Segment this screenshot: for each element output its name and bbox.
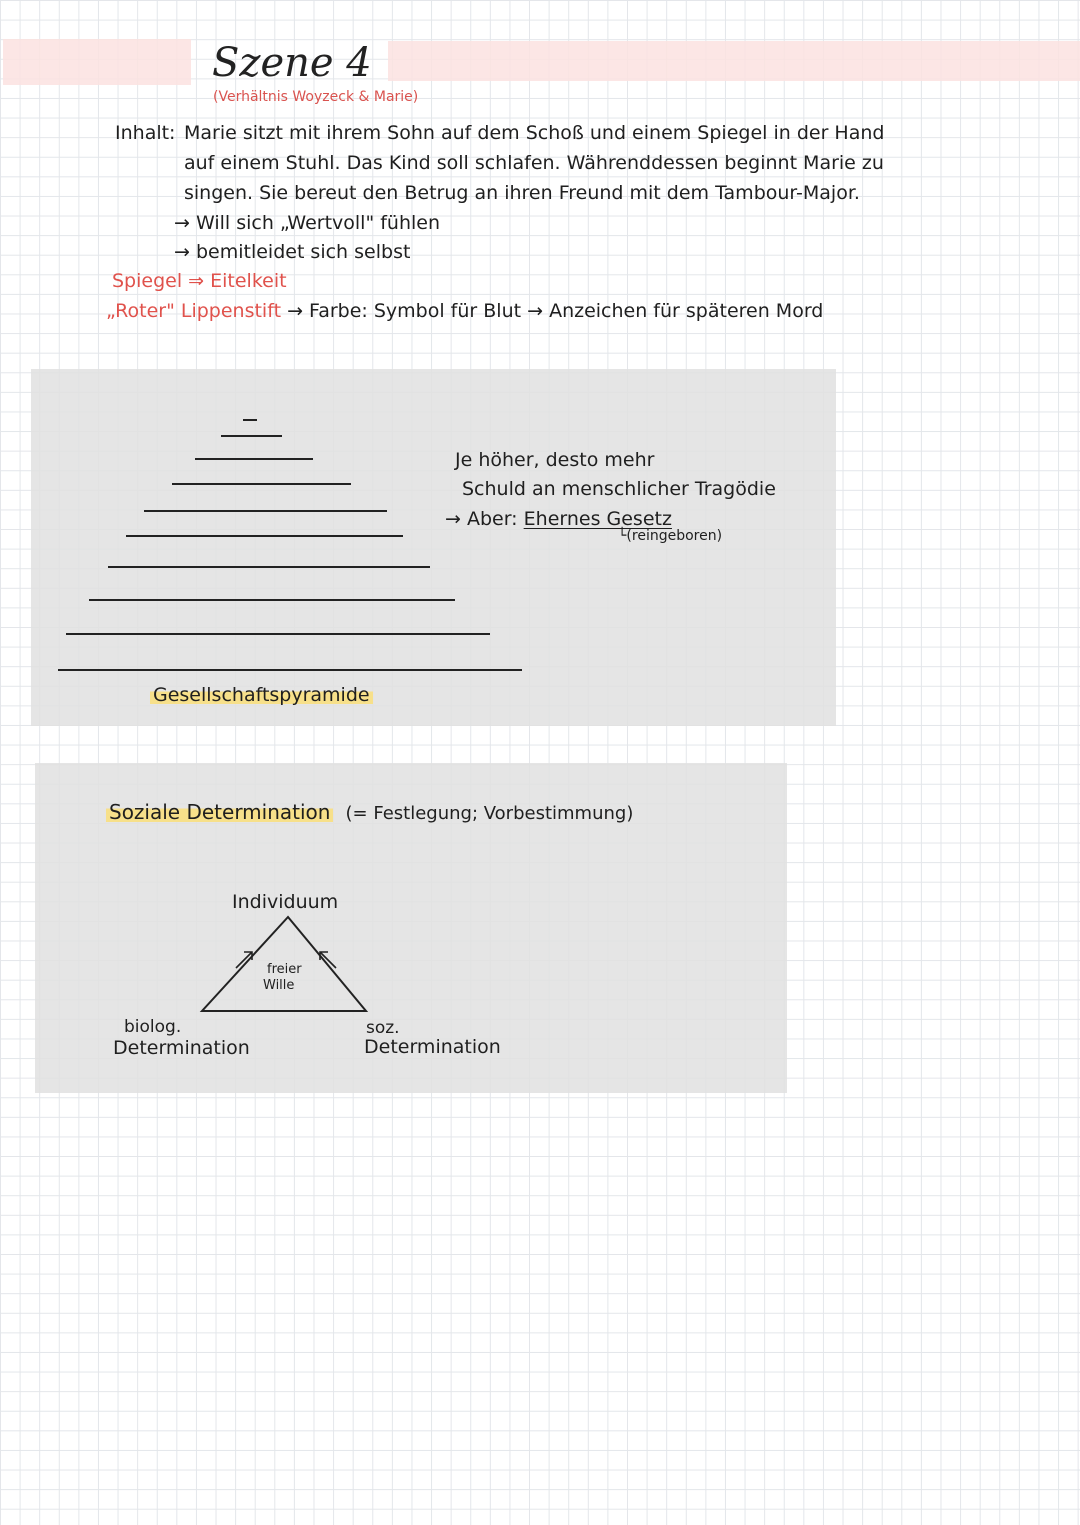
pyramid-level — [126, 535, 403, 537]
triangle-left-1: biolog. — [124, 1017, 182, 1037]
inhalt-label: Inhalt: — [115, 122, 176, 144]
page-title: Szene 4 — [212, 40, 372, 86]
pyramid-level — [144, 510, 387, 512]
pyramid-level — [58, 669, 522, 671]
inhalt-bullet-1: → Will sich „Wertvoll" fühlen — [174, 212, 441, 234]
lippenstift-label: „Roter" Lippenstift — [106, 300, 282, 322]
pyramid-level — [172, 483, 351, 485]
inhalt-bullet-2: → bemitleidet sich selbst — [174, 241, 411, 263]
inhalt-line-1: Marie sitzt mit ihrem Sohn auf dem Schoß und einem Spiegel in der Hand — [184, 122, 885, 144]
symbol-spiegel: Spiegel ⇒ Eitelkeit — [112, 270, 287, 292]
pyramid-caption-text: Gesellschaftspyramide — [150, 684, 373, 706]
inhalt-line-2: auf einem Stuhl. Das Kind soll schlafen. Währenddessen beginnt Marie zu — [184, 152, 884, 174]
determination-heading — [106, 800, 633, 824]
symbol-lippenstift — [106, 300, 823, 322]
pyramid-note-1: Je höher, desto mehr — [455, 449, 655, 471]
pyramid-level — [195, 458, 313, 460]
pyramid-level — [89, 599, 455, 601]
triangle-center-1: freier — [267, 962, 302, 977]
triangle-top-label: Individuum — [232, 891, 339, 913]
triangle-left-2: Determination — [113, 1037, 250, 1059]
page-subtitle: (Verhältnis Woyzeck & Marie) — [213, 89, 419, 105]
header-band-left — [3, 39, 191, 85]
determination-definition: (= Festlegung; Vorbestimmung) — [345, 803, 634, 824]
triangle-right-1: soz. — [366, 1018, 400, 1038]
lippenstift-meaning: → Farbe: Symbol für Blut → Anzeichen für späteren Mord — [287, 300, 824, 322]
pyramid-level — [243, 419, 257, 421]
pyramid-note-sub: └(reingeboren) — [618, 528, 723, 544]
pyramid-caption — [150, 684, 373, 706]
triangle-right-2: Determination — [364, 1036, 501, 1058]
pyramid-note-law: Ehernes Gesetz — [523, 508, 672, 530]
pyramid-level — [66, 633, 490, 635]
header-band-right — [388, 41, 1080, 81]
pyramid-level — [108, 566, 430, 568]
inhalt-line-3: singen. Sie bereut den Betrug an ihren Freund mit dem Tambour-Major. — [184, 182, 860, 204]
pyramid-note-3 — [445, 508, 672, 530]
pyramid-note-2: Schuld an menschlicher Tragödie — [462, 478, 776, 500]
triangle-center-2: Wille — [263, 978, 295, 993]
determination-title: Soziale Determination — [106, 800, 333, 824]
pyramid-box — [31, 369, 836, 726]
pyramid-note-arrow: → Aber: — [445, 508, 518, 530]
pyramid-level — [221, 435, 282, 437]
